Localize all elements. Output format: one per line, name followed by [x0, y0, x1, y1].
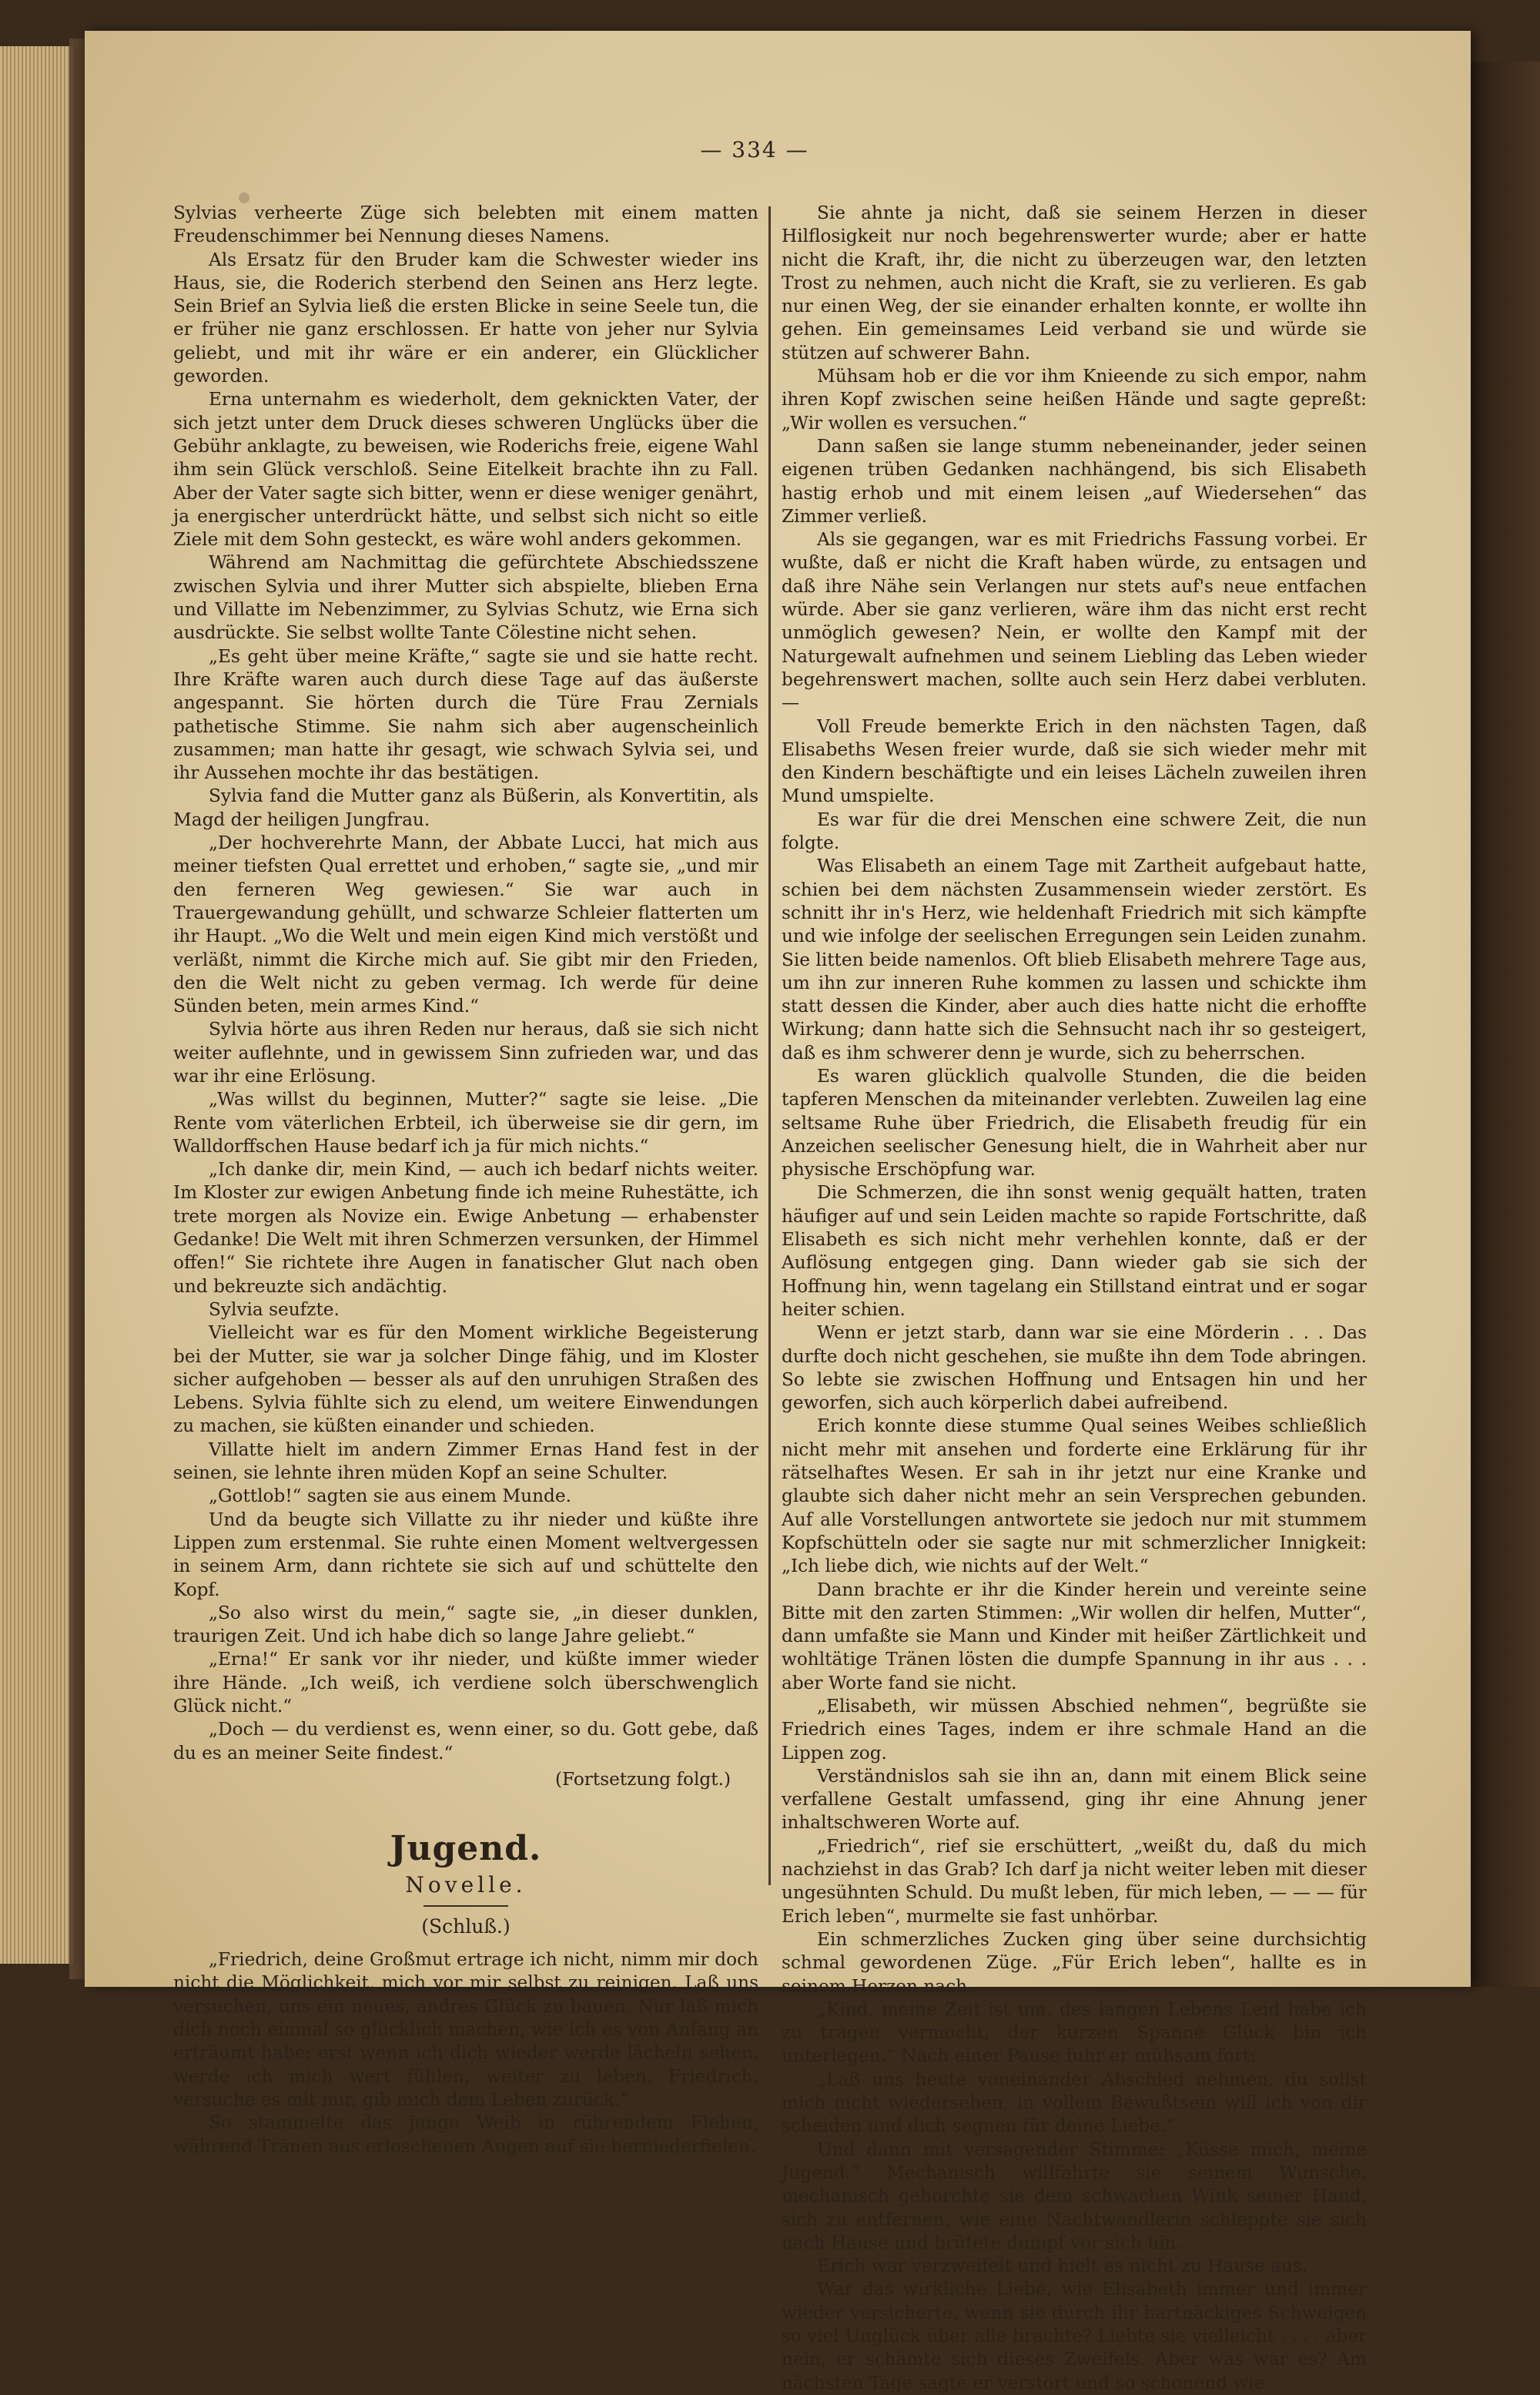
right-paragraph-1: Sie ahnte ja nicht, daß sie seinem Herzen in dieser Hilflosigkeit nur noch begehrenswerter wurde; aber er hatte nicht die Kraft, ihr, die nicht zu überzeugen war, den letzten Trost zu nehmen, auch nicht die Kraft, sie zu verlieren. Es gab nur einen Weg, der sie einander erhalten konnte, er wollte ihn gehen. Ein gemeinsames Leid verband sie und würde sie stützen auf schwerer Bahn.	[782, 203, 1367, 363]
right-paragraph-4: Als sie gegangen, war es mit Friedrichs Fassung vorbei. Er wußte, daß er nicht die Kraft haben würde, zu entsagen und daß ihre Nähe sein Verlangen nur stets auf's neue entfachen würde. Aber sie ganz verlieren, wäre ihm das nicht erst recht unmöglich gewesen? Nein, er wollte den Kampf mit der Naturgewalt aufnehmen und seinem Liebling das Leben wieder begehrenswert machen, sollte auch sein Herz dabei verbluten. —	[782, 529, 1367, 714]
right-paragraph-20: Erich war verzweifelt und hielt es nicht zu Hause aus.	[817, 2256, 1308, 2277]
heading-rule	[424, 1905, 508, 1907]
right-paragraph-12: Dann brachte er ihr die Kinder herein und vereinte seine Bitte mit den zarten Stimmen: „Wir wollen dir helfen, Mutter“, dann umfaßte sie Mann und Kinder mit heißer Zärtlichkeit und wohltätige Tränen lösten die dumpfe Spannung in ihr aus . . . aber Worte fand sie nicht.	[782, 1579, 1367, 1693]
right-paragraph-14: Verständnislos sah sie ihn an, dann mit einem Blick seine verfallene Gestalt umfassend, ging ihr eine Ahnung jener inhaltschweren Worte auf.	[782, 1765, 1367, 1834]
right-paragraph-19: Und dann mit versagender Stimme: „Küsse mich, meine Jugend.“ Mechanisch willfahrte sie seinem Wunsche, mechanisch gehorchte sie dem schwachen Wink seiner Hand, sich zu entfernen, wie eine Nachtwandlerin schleppte sie sich nach Hause und brütete dumpf vor sich hin.	[782, 2139, 1367, 2253]
left-paragraph-7: „Der hochverehrte Mann, der Abbate Lucci, hat mich aus meiner tiefsten Qual errettet und erhoben,“ sagte sie, „und mir den ferneren Weg gewiesen.“ Sie war auch in Trauergewandung gehüllt, und schwarze Schleier flatterten um ihr Haupt. „Wo die Welt und mein eigen Kind mich verstößt und verläßt, nimmt die Kirche mich auf. Sie gibt mir den Frieden, den die Welt nicht zu geben vermag. Ich werde für deine Sünden beten, mein armes Kind.“	[173, 832, 758, 1017]
left-paragraph-16: „So also wirst du mein,“ sagte sie, „in dieser dunklen, traurigen Zeit. Und ich habe dich so lange Jahre geliebt.“	[173, 1602, 758, 1647]
left-paragraph-2: Als Ersatz für den Bruder kam die Schwester wieder ins Haus, sie, die Roderich sterbend den Seinen ans Herz legte. Sein Brief an Sylvia ließ die ersten Blicke in seine Seele tun, die er früher nie ganz erschlossen. Er hatte von jeher nur Sylvia geliebt, und mit ihr wäre er ein anderer, ein Glücklicher geworden.	[173, 249, 758, 387]
left-paragraph-4: Während am Nachmittag die gefürchtete Abschiedsszene zwischen Sylvia und ihrer Mutter sich abspielte, blieben Erna und Villatte im Nebenzimmer, zu Sylvias Schutz, wie Erna sich ausdrückte. Sie selbst wollte Tante Cölestine nicht sehen.	[173, 552, 758, 644]
right-paragraph-5: Voll Freude bemerkte Erich in den nächsten Tagen, daß Elisabeths Wesen freier wurde, daß sie sich wieder mehr mit den Kindern beschäftigte und ein leises Lächeln zuweilen ihren Mund umspielte.	[782, 715, 1367, 807]
right-paragraph-7: Was Elisabeth an einem Tage mit Zartheit aufgebaut hatte, schien bei dem nächsten Zusammensein wieder zerstört. Es schnitt ihr in's Herz, wie heldenhaft Friedrich mit sich kämpfte und wie infolge der seelischen Erregungen sein Leiden zunahm. Sie litten beide namenlos. Oft blieb Elisabeth mehrere Tage aus, um ihn zur inneren Ruhe kommen zu lassen und schickte ihm statt dessen die Kinder, aber auch dies hatte nicht die erhoffte Wirkung; dann hatte sich die Sehnsucht nach ihr so gesteigert, daß es ihm schwerer denn je wurde, sich zu beherrschen.	[782, 856, 1367, 1064]
right-column	[782, 202, 1368, 2393]
right-paragraph-18: „Laß uns heute voneinander Abschied nehmen, du sollst mich nicht wiedersehen, in vollem Bewußtsein will ich von dir scheiden und dich segnen für deine Liebe.“	[782, 2068, 1367, 2137]
left-paragraph-18: „Doch — du verdienst es, wenn einer, so du. Gott gebe, daß du es an meiner Seite findest.“	[173, 1719, 758, 1764]
story-title: Jugend.	[390, 1829, 542, 1869]
story-paragraph-1: „Friedrich, deine Großmut ertrage ich nicht, nimm mir doch nicht die Möglichkeit, mich vor mir selbst zu reinigen. Laß uns versuchen, uns ein neues, andres Glück zu bauen. Nur laß mich dich noch einmal so glücklich machen, wie ich es von Anfang an erträumt habe; erst wenn ich dich wieder werde lächeln sehen, werde ich mich wert fühlen, weiter zu leben. Friedrich, versuche es mit mir, gib mich dem Leben zurück.“	[173, 1949, 758, 2110]
right-paragraph-8: Es waren glücklich qualvolle Stunden, die die beiden tapferen Menschen da miteinander verlebten. Zuweilen lag eine seltsame Ruhe über Friedrich, die Elisabeth freudig für ein Anzeichen seelischer Genesung hielt, die in Wahrheit aber nur physische Erschöpfung war.	[782, 1065, 1367, 1181]
left-paragraph-1: Sylvias verheerte Züge sich belebten mit einem matten Freudenschimmer bei Nennung dieses Namens.	[173, 203, 758, 247]
left-column	[173, 202, 758, 2157]
story-paragraph-2: So stammelte das junge Weib in rührendem Flehen, während Tränen aus erloschenen Augen auf sie herniederfielen.	[173, 2112, 758, 2157]
left-paragraph-13: Villatte hielt im andern Zimmer Ernas Hand fest in der seinen, sie lehnte ihren müden Kopf an seine Schulter.	[173, 1439, 758, 1484]
left-paragraph-15: Und da beugte sich Villatte zu ihr nieder und küßte ihre Lippen zum erstenmal. Sie ruhte einen Moment weltvergessen in seinem Arm, dann richtete sie sich auf und schüttelte den Kopf.	[173, 1509, 758, 1600]
right-paragraph-2: Mühsam hob er die vor ihm Knieende zu sich empor, nahm ihren Kopf zwischen seine heißen Hände und sagte gepreßt: „Wir wollen es versuchen.“	[782, 366, 1367, 434]
story-subtitle: Novelle.	[405, 1872, 527, 1898]
left-paragraph-8: Sylvia hörte aus ihren Reden nur heraus, daß sie sich nicht weiter auflehnte, und in gewissem Sinn zufrieden war, und das war ihr eine Erlösung.	[173, 1019, 758, 1087]
right-paragraph-21: War das wirkliche Liebe, wie Elisabeth immer und immer wieder versicherte, wenn sie durch ihr hartnäckiges Schweigen so viel Unglück über alle brachte? Liebte sie vielleicht . . . . aber nein, er schämte sich dieses Zweifels. Aber was war es? Am nächsten Tage sagte er verstört und so schonend wie	[782, 2279, 1368, 2393]
left-paragraph-17: „Erna!“ Er sank vor ihr nieder, und küßte immer wieder ihre Hände. „Ich weiß, ich verdiene solch überschwenglich Glück nicht.“	[173, 1649, 758, 1717]
right-paragraph-13: „Elisabeth, wir müssen Abschied nehmen“, begrüßte sie Friedrich eines Tages, indem er ihre schmale Hand an die Lippen zog.	[782, 1696, 1367, 1764]
left-paragraph-11: Sylvia seufzte.	[209, 1298, 340, 1320]
page-number: — 334 —	[700, 137, 809, 162]
left-paragraph-6: Sylvia fand die Mutter ganz als Büßerin, als Konvertitin, als Magd der heiligen Jungfrau.	[173, 785, 758, 830]
continuation-note: (Fortsetzung folgt.)	[554, 1768, 731, 1790]
story-heading	[173, 1828, 758, 1941]
left-paragraph-3: Erna unternahm es wiederholt, dem geknickten Vater, der sich jetzt unter dem Druck dieses schweren Unglücks über die Gebühr anklagte, zu beweisen, wie Roderichs freie, eigene Wahl ihm sein Glück verschloß. Seine Eitelkeit brachte ihn zu Fall. Aber der Vater sagte sich bitter, wenn er diese weniger genährt, ja energischer unterdrückt hätte, und selbst sich nicht so eitle Ziele mit dem Sohn gesteckt, es wäre wohl anders gekommen.	[173, 389, 758, 551]
right-paragraph-17: „Kind, meine Zeit ist um, des langen Lebens Leid habe ich zu tragen vermocht, der kurzen Spanne Glück bin ich unterlegen.“ Nach einer Pause fuhr er mühsam fort:	[782, 1998, 1367, 2067]
book-page-edges	[0, 46, 73, 1964]
scan-background-strip	[1467, 62, 1540, 1987]
right-paragraph-11: Erich konnte diese stumme Qual seines Weibes schließlich nicht mehr mit ansehen und forderte eine Erklärung für ihr rätselhaftes Wesen. Er sah in ihr jetzt nur eine Kranke und glaubte sich daher nicht mehr an sein Versprechen gebunden. Auf alle Vorstellungen antwortete sie jedoch nur mit stummem Kopfschütteln oder sie sagte nur mit schmerzlicher Innigkeit: „Ich liebe dich, wie nichts auf der Welt.“	[782, 1415, 1367, 1577]
right-paragraph-6: Es war für die drei Menschen eine schwere Zeit, die nun folgte.	[782, 809, 1367, 854]
left-paragraph-12: Vielleicht war es für den Moment wirkliche Begeisterung bei der Mutter, sie war ja solcher Dinge fähig, und im Kloster sicher aufgehoben — besser als auf den unruhigen Straßen des Lebens. Sylvia fühlte sich zu elend, um weitere Einwendungen zu machen, sie küßten einander und schieden.	[173, 1322, 758, 1437]
left-paragraph-10: „Ich danke dir, mein Kind, — auch ich bedarf nichts weiter. Im Kloster zur ewigen Anbetung finde ich meine Ruhestätte, ich trete morgen als Novize ein. Ewige Anbetung — erhabenster Gedanke! Die Welt mit ihren Schmerzen versunken, der Himmel offen!“ Sie richtete ihre Augen in fanatischer Glut nach oben und bekreuzte sich andächtig.	[173, 1159, 758, 1297]
right-paragraph-10: Wenn er jetzt starb, dann war sie eine Mörderin . . . Das durfte doch nicht geschehen, sie mußte ihn dem Tode abringen. So lebte sie zwischen Hoffnung und Entsagen hin und her geworfen, sich auch körperlich dabei aufreibend.	[782, 1322, 1367, 1414]
story-conclusion-note: (Schluß.)	[421, 1915, 511, 1938]
left-paragraph-9: „Was willst du beginnen, Mutter?“ sagte sie leise. „Die Rente vom väterlichen Erbteil, ich überweise sie dir gern, im Walldorffschen Hause bedarf ich ja für mich nichts.“	[173, 1089, 758, 1157]
right-paragraph-15: „Friedrich“, rief sie erschüttert, „weißt du, daß du mich nachziehst in das Grab? Ich darf ja nicht weiter leben mit dieser ungesühnten Schuld. Du mußt leben, für mich leben, — — — für Erich leben“, murmelte sie fast unhörbar.	[782, 1835, 1367, 1927]
column-divider	[768, 206, 771, 1885]
right-paragraph-9: Die Schmerzen, die ihn sonst wenig gequält hatten, traten häufiger auf und sein Leiden machte so rapide Fortschritte, daß Elisabeth es sich nicht mehr verhehlen konnte, daß er der Auflösung entgegen ging. Dann wieder gab sie sich der Hoffnung hin, wenn tagelang ein Stillstand eintrat und er sogar heiter schien.	[782, 1182, 1367, 1320]
right-paragraph-16: Ein schmerzliches Zucken ging über seine durchsichtig schmal gewordenen Züge. „Für Erich leben“, hallte es in seinem Herzen nach.	[782, 1928, 1367, 1997]
right-paragraph-3: Dann saßen sie lange stumm nebeneinander, jeder seinen eigenen trüben Gedanken nachhängend, bis sich Elisabeth hastig erhob und mit einem leisen „auf Wiedersehen“ das Zimmer verließ.	[782, 435, 1367, 527]
left-paragraph-14: „Gottlob!“ sagten sie aus einem Munde.	[209, 1486, 571, 1507]
left-paragraph-5: „Es geht über meine Kräfte,“ sagte sie und sie hatte recht. Ihre Kräfte waren auch durch diese Tage auf das äußerste angespannt. Sie hörten durch die Türe Frau Zernials pathetische Stimme. Sie nahm sich aber augenscheinlich zusammen; man hatte ihr gesagt, wie schwach Sylvia sei, und ihr Aussehen mochte ihr das bestätigen.	[173, 645, 758, 784]
